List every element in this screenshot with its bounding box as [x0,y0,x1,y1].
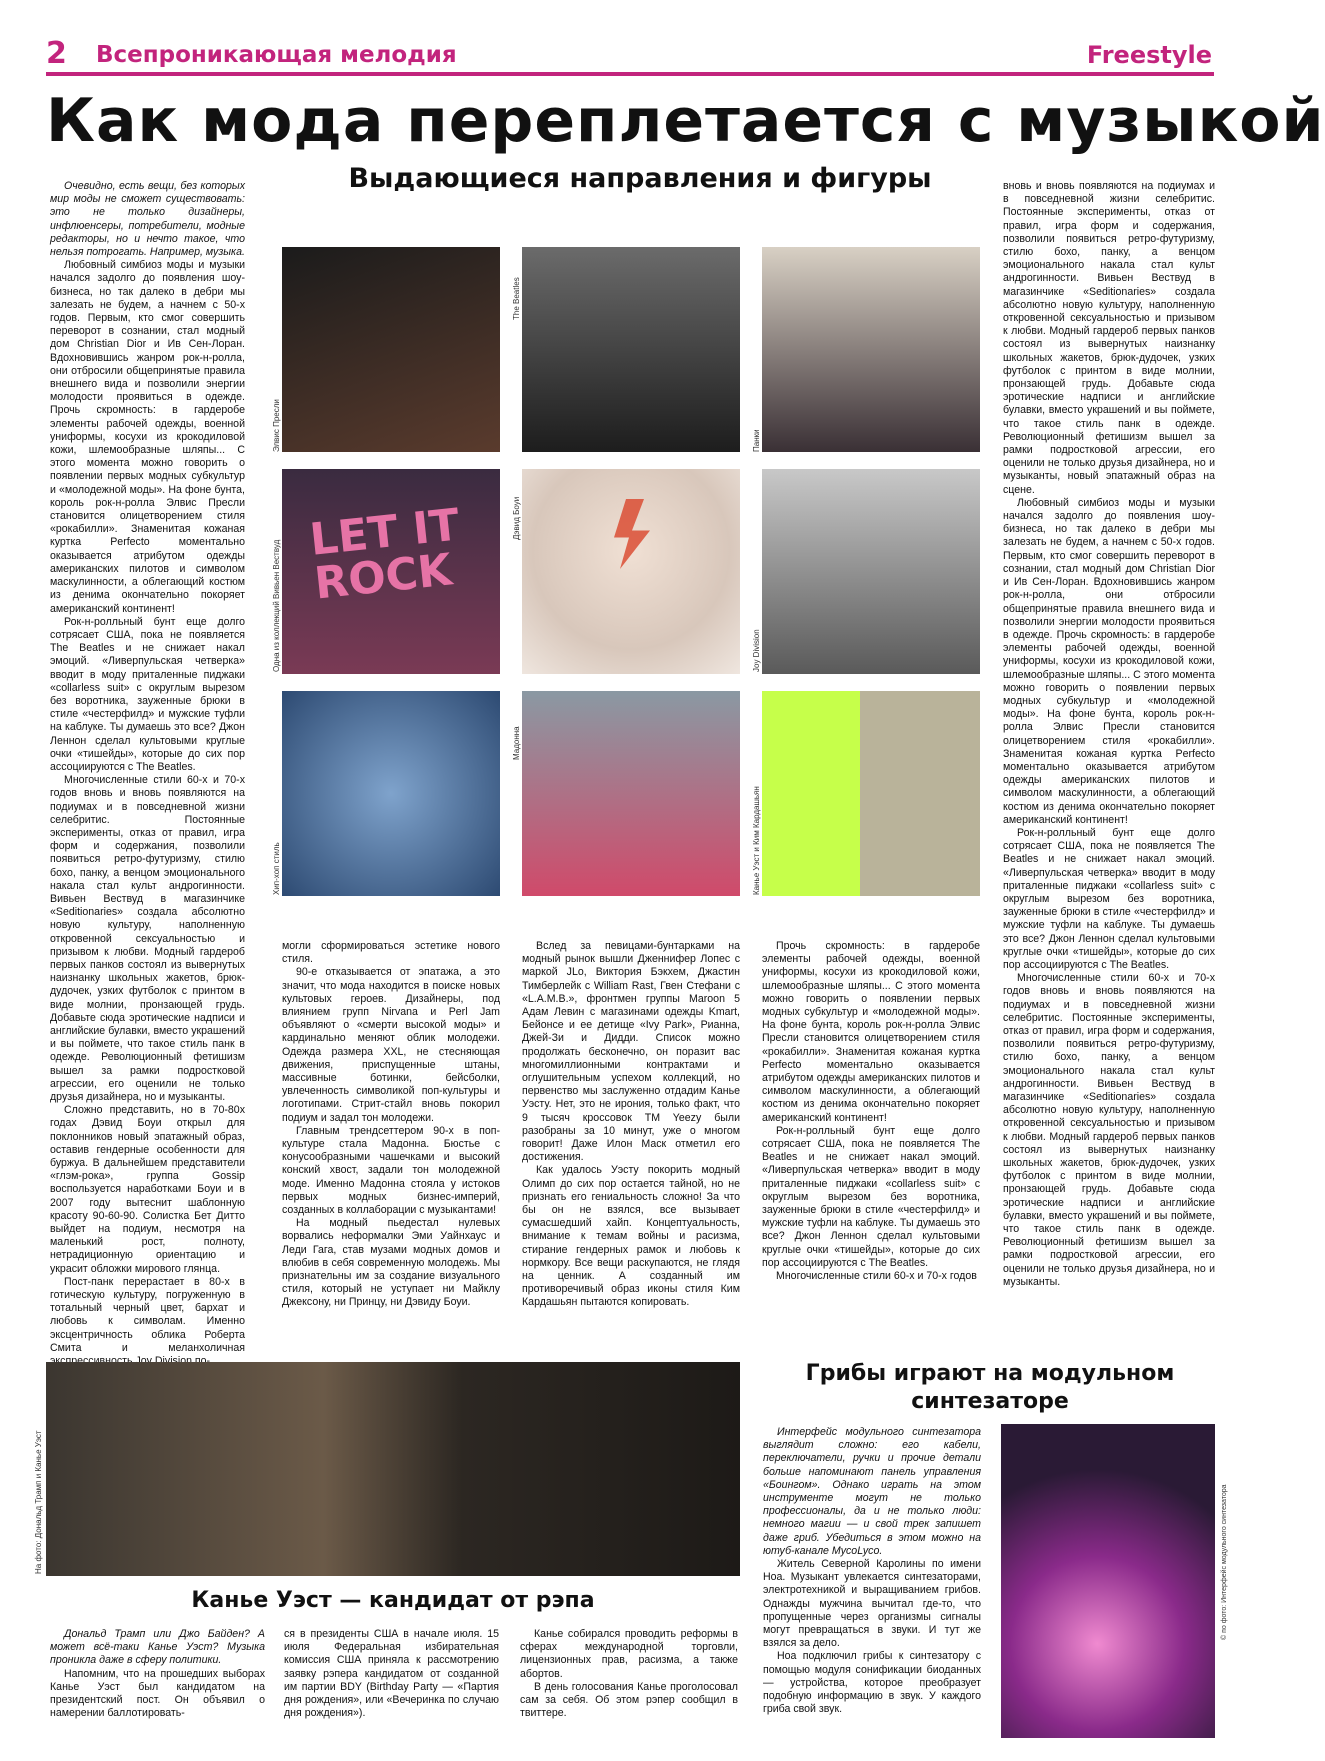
photo-caption: Joy Division [752,629,761,672]
photo-hip-hop [282,691,500,896]
paragraph: На модный пьедестал нулевых ворвались неформалки Эми Уайнхаус и Леди Гага, став музами модных домов и влюбив в себя современную молодежь. Мы признательны им за создание визуального стиля, который не уступает ни Майклу Джексону, ни Принцу, ни Дэвиду Боуи. [282,1217,500,1309]
lead-paragraph: Дональд Трамп или Джо Байден? А может всё-таки Канье Уэст? Музыка проникла даже в сферу политики. [50,1628,265,1667]
photo-bowie [522,469,740,674]
lead-paragraph: Очевидно, есть вещи, без которых мир моды не сможет существовать: это не только дизайнеры, инфлюенсеры, потребители, модные редакторы, но и нечто такое, что нельзя потрогать. Например, музыка. [50,180,245,259]
photo-joy-division [762,469,980,674]
article-title: Как мода переплетается с музыкой [46,86,1325,156]
photo-caption: Элвис Пресли [272,399,281,452]
paragraph: В день голосования Канье проголосовал сам за себя. Об этом рэпер сообщил в твиттере. [520,1680,738,1720]
photo-mushroom-synth [1001,1424,1215,1738]
paragraph: Как удалось Уэсту покорить модный Олимп до сих пор остается тайной, но не признать его гениальность сложно! За что бы он не взялся, все вызывает сумасшедший хайп. Концептуальность, внимание к темам войны и расизма, стирание гендерных рамок и любовь к нормкору. Все вещи раскупаются, не глядя на ценник. А созданный им противоречивый образ иконы стиля Ким Кардашьян пытаются копировать. [522,1164,740,1309]
photo-caption: Хип-хоп стиль [272,842,281,895]
photo-caption: Канье Уэст и Ким Кардашьян [752,786,761,895]
paragraph: ся в президенты США в начале июля. 15 июля Федеральная избирательная комиссия США приняла к рассмотрению заявку рэпера кандидатом от созданной им партии BDY (Birthday Party — «Партия дня рождения», или «Вечеринка по случаю дня рождения»). [284,1628,499,1720]
page-number: 2 [46,36,67,71]
photo-caption: Дэвид Боуи [512,496,521,540]
photo-grid [282,247,980,892]
photo-kanye-kim [762,691,980,896]
paragraph: Многочисленные стили 60-х и 70-х годов [776,1270,977,1283]
paragraph: Напомним, что на прошедших выборах Канье Уэст был кандидатом на президентский пост. Он объявил о намерении баллотировать- [50,1667,265,1720]
let-it-rock-sign: LET IT ROCK [307,499,462,610]
kanye-column-3 [520,1628,738,1738]
paragraph: Любовный симбиоз моды и музыки начался задолго до появления шоу-бизнеса, но так далеко в дебри мы залезать не будем, а начнем с 50-х годов. Первым, кто смог совершить переворот в сознании, стал модный дом Christian Dior и Ив Сен-Лоран. Вдохновившись жанром рок-н-ролла, они отбросили общепринятые правила внешнего вида и позволили энергии молодости проявиться в одежде. Прочь скромность: в гардеробе элементы рабочей одежды, военной униформы, косухи из крокодиловой кожи, шлемообразные шляпы... С этого момента можно говорить о появлении первых модных субкультур и «молодежной моды». На фоне бунта, король рок-н-ролла Элвис Пресли становится олицетворением стиля «рокабилли». Знаменитая кожаная куртка Perfecto моментально оказывается атрибутом одежды американских пилотов и символом маскулинности, а облегающий костюм из денима окончательно покоряет американский континент! [1003,496,1215,826]
paragraph: Ноа подключил грибы к синтезатору с помощью модуля сонификации биоданных — устройства, которое преобразует подобную информацию в звук. У каждого гриба свой звук. [763,1650,981,1716]
paragraph: Многочисленные стили 60-х и 70-х годов вновь и вновь появляются на подиумах и в повседневной жизни селебритис. Постоянные эксперименты, отказ от правил, игра форм и содержания, позволили появиться ретро-футуризму, стилю бохо, панку, а венцом эмоционального накала стал культ андрогинности. Вивьен Вествуд в магазинчике «Seditionaries» создала абсолютно новую культуру, наполненную откровенной сексуальностью и призывом к любви. Модный гардероб первых панков состоял из вывернутых наизнанку школьных жакетов, брюк-дудочек, узких футболок с принтом в виде молнии, пронзающей грудь. Добавьте сюда эротические надписи и английские булавки, вместо украшений и вы поймете, что такое стиль панк в одежде. Революционный фетишизм вышел за рамки подростковой агрессии, его оценили не только друзья дизайнера, но и музыканты. [1003,972,1215,1288]
paragraph: вновь и вновь появляются на подиумах и в повседневной жизни селебритис. Постоянные эксперименты, отказ от правил, игра форм и содержания, позволили появиться ретро-футуризму, стилю бохо, панку, а венцом эмоционального накала стал культ андрогинности. Вивьен Вествуд в магазинчике «Seditionaries» создала абсолютно новую культуру, наполненную откровенной сексуальностью и призывом к любви. Модный гардероб первых панков состоял из вывернутых наизнанку школьных жакетов, брюк-дудочек, узких футболок с принтом в виде молнии, пронзающей грудь. Добавьте сюда эротические надписи и английские булавки, вместо украшений и вы поймете, что такое стиль панк в одежде. Революционный фетишизм вышел за рамки подростковой агрессии, его оценили не только друзья дизайнера, но и музыканты, новый эпатажный образ на сцене. [1003,180,1215,496]
photo-caption: Мадонна [512,726,521,760]
paragraph: Многочисленные стили 60-х и 70-х годов вновь и вновь появляются на подиумах и в повседневной жизни селебритис. Постоянные эксперименты, отказ от правил, игра форм и содержания, позволили появиться ретро-футуризму, стилю бохо, панку, а венцом эмоционального накала стал культ андрогинности. Вивьен Вествуд в магазинчике «Seditionaries» создала абсолютно новую культуру, наполненную откровенной сексуальностью и призывом к любви. Модный гардероб первых панков состоял из вывернутых наизнанку школьных жакетов, брюк-дудочек, узких футболок с принтом в виде молнии, пронзающей грудь. Добавьте сюда эротические надписи и английские булавки, вместо украшений и вы поймете, что такое стиль панк в одежде. Революционный фетишизм вышел за рамки подростковой агрессии, его оценили не только друзья дизайнера, но и музыканты. [50,774,245,1104]
paragraph: Рок-н-ролльный бунт еще долго сотрясает США, пока не появляется The Beatles и не снижает накал эмоций. «Ливерпульская четверка» вводит в моду приталенные пиджаки «collarless suit» с округлым вырезом без воротника, зауженные брюки в стиле «честерфилд» и мужские туфли на каблуке. Ты думаешь это все? Джон Леннон сделал культовыми круглые очки «тишейды», которые до сих пор ассоциируются с The Beatles. [50,615,245,773]
paragraph: 90-е отказывается от эпатажа, а это значит, что мода находится в поиске новых культовых героев. Дизайнеры, под влиянием групп Nirvana и Perl Jam объявляют о «смерти высокой моды» и кардинально меняют облик молодежи. Одежда размера XXL, не стесняющая движения, приспущенные штаны, массивные ботинки, бейсболки, увлеченность символикой поп-культуры и логотипами. Стрит-стайл вновь покорил подиум и задал тон молодежи. [282,966,500,1124]
photo-caption: На фото: Дональд Трамп и Канье Уэст [34,1430,43,1574]
paragraph: Рок-н-ролльный бунт еще долго сотрясает США, пока не появляется The Beatles и не снижает накал эмоций. «Ливерпульская четверка» вводит в моду приталенные пиджаки «collarless suit» с округлым вырезом без воротника, зауженные брюки в стиле «честерфилд» и мужские туфли на каблуке. Ты думаешь это все? Джон Леннон сделал культовыми круглые очки «тишейды», которые до сих пор ассоциируются с The Beatles. [762,1124,980,1269]
paragraph: Рок-н-ролльный бунт еще долго сотрясает США, пока не появляется The Beatles и не снижает накал эмоций. «Ливерпульская четверка» вводит в моду приталенные пиджаки «collarless suit» с округлым вырезом без воротника, зауженные брюки в стиле «честерфилд» и мужские туфли на каблуке. Ты думаешь это все? Джон Леннон сделал культовыми круглые очки «тишейды», которые до сих пор ассоциируются с The Beatles. [1003,826,1215,971]
article-subtitle: Выдающиеся направления и фигуры [348,163,932,194]
paragraph: Главным трендсеттером 90-х в поп-культуре стала Мадонна. Бюстье с конусообразными чашечками и высокий конский хвост, задали тон молодежной моде. Именно Мадонна стояла у истоков первых модных бизнес-империй, созданных в коллаборации с музыкантами! [282,1124,500,1217]
paragraph: Любовный симбиоз моды и музыки начался задолго до появления шоу-бизнеса, но так далеко в дебри мы залезать не будем, а начнем с 50-х годов. Первым, кто смог совершить переворот в сознании, стал модный дом Christian Dior и Ив Сен-Лоран. Вдохновившись жанром рок-н-ролла, они отбросили общепринятые правила внешнего вида и позволили энергии молодости проявиться в одежде. Прочь скромность: в гардеробе элементы рабочей одежды, военной униформы, косухи из крокодиловой кожи, шлемообразные шляпы... С этого момента можно говорить о появлении первых модных субкультур и «молодежной моды». На фоне бунта, король рок-н-ролла Элвис Пресли становится олицетворением стиля «рокабилли». Знаменитая кожаная куртка Perfecto моментально оказывается атрибутом одежды американских пилотов и символом маскулинности, а облегающий костюм из денима окончательно покоряет американский континент! [50,259,245,615]
mushrooms-column [763,1426,981,1741]
paragraph: могли сформироваться эстетике нового стиля. [282,940,500,966]
photo-madonna [522,691,740,896]
article-column-1 [50,180,245,1354]
photo-caption: © по фото: Интерфейс модульного синтезатора [1221,1484,1228,1640]
article-column-4 [762,940,980,1330]
brand-name: Freestyle [1086,41,1212,69]
paragraph: Прочь скромность: в гардеробе элементы рабочей одежды, военной униформы, косухи из крокодиловой кожи, шлемообразные шляпы... С этого момента можно говорить о появлении первых модных субкультур и «молодежной моды». На фоне бунта, король рок-н-ролла Элвис Пресли становится олицетворением стиля «рокабилли». Знаменитая кожаная куртка Perfecto моментально оказывается атрибутом одежды американских пилотов и символом маскулинности, а облегающий костюм из денима окончательно покоряет американский континент! [762,940,980,1124]
photo-vivienne-westwood [282,469,500,674]
photo-elvis [282,247,500,452]
kanye-title: Канье Уэст — кандидат от рэпа [191,1588,595,1613]
article-column-2 [282,940,500,1330]
photo-beatles [522,247,740,452]
section-title: Всепроникающая мелодия [96,42,457,68]
article-column-5 [1003,180,1215,1330]
kanye-column-1 [50,1628,265,1738]
lead-paragraph: Интерфейс модульного синтезатора выглядит сложно: его кабели, переключатели, ручки и прочие детали больше напоминают панель управления «Боингом». Однако играть на этом инструменте могут не только профессионалы, да и не только люди: немного магии — и свой трек запишет даже гриб. Убедиться в этом можно на ютуб-канале MycoLyco. [763,1426,981,1557]
photo-caption: The Beatles [512,277,521,320]
kanye-column-2 [284,1628,499,1738]
paragraph: Сложно представить, но в 70-80х годах Дэвид Боуи открыл для поклонников новый эпатажный образ, оставив гендерные особенности для буржуа. В дальнейшем представители «глэм-рока», группа Gossip воспользуется наработками Боуи и в 2007 году вытеснит шаблонную красоту 90-60-90. Солистка Бет Дитто выйдет на подиум, несмотря на маленький рост, полноту, нетрадиционную ориентацию и украсит обложки мирового глянца. [50,1104,245,1275]
header-rule [46,72,1214,76]
paragraph: Канье собирался проводить реформы в сферах международной торговли, лицензионных прав, расизма, а также абортов. [520,1628,738,1680]
paragraph: Житель Северной Каролины по имени Ноа. Музыкант увлекается синтезаторами, электротехникой и выращиванием грибов. Однажды мужчина вычитал где-то, что пропущенные через организмы сигналы могут превращаться в звуки. И тут же взялся за дело. [763,1558,981,1650]
paragraph: Пост-панк перерастает в 80-х в готическую культуру, погруженную в тотальный черный цвет, бархат и любовь к символам. Именно эксцентричность облика Роберта Смита и меланхоличная [50,1275,245,1354]
photo-caption: Панки [752,429,761,452]
mushrooms-title: Грибы играют на модульном синтезаторе [805,1361,1175,1414]
paragraph: Вслед за певицами-бунтарками на модный рынок вышли Дженнифер Лопес с маркой JLo, Виктория Бэкхем, Джастин Тимберлейк с William Rast, Гвен Стефани с «L.A.M.B.», фронтмен группы Maroon 5 Адам Левин с магазинами одежды Kmart, Бейонсе и ее детище «Ivy Park», Рианна, Джей-Зи и Дидди. Список можно продолжать бесконечно, он поразит вас многомиллионными контрактами и оглушительным успехом коллекций, но первенство мы заслуженно отдадим Канье Уэсту. Нет, это не ирония, только факт, что 9 тысяч кроссовок TM Yeezy были разобраны за 10 минут, уже о многом говорит! Даже Илон Маск отметил его достижения. [522,940,740,1164]
photo-trump-kanye [46,1362,740,1576]
photo-punks [762,247,980,452]
article-column-3 [522,940,740,1330]
lightning-bolt-icon [602,499,662,569]
photo-caption: Одна из коллекций Вивьен Вествуд [272,539,281,672]
